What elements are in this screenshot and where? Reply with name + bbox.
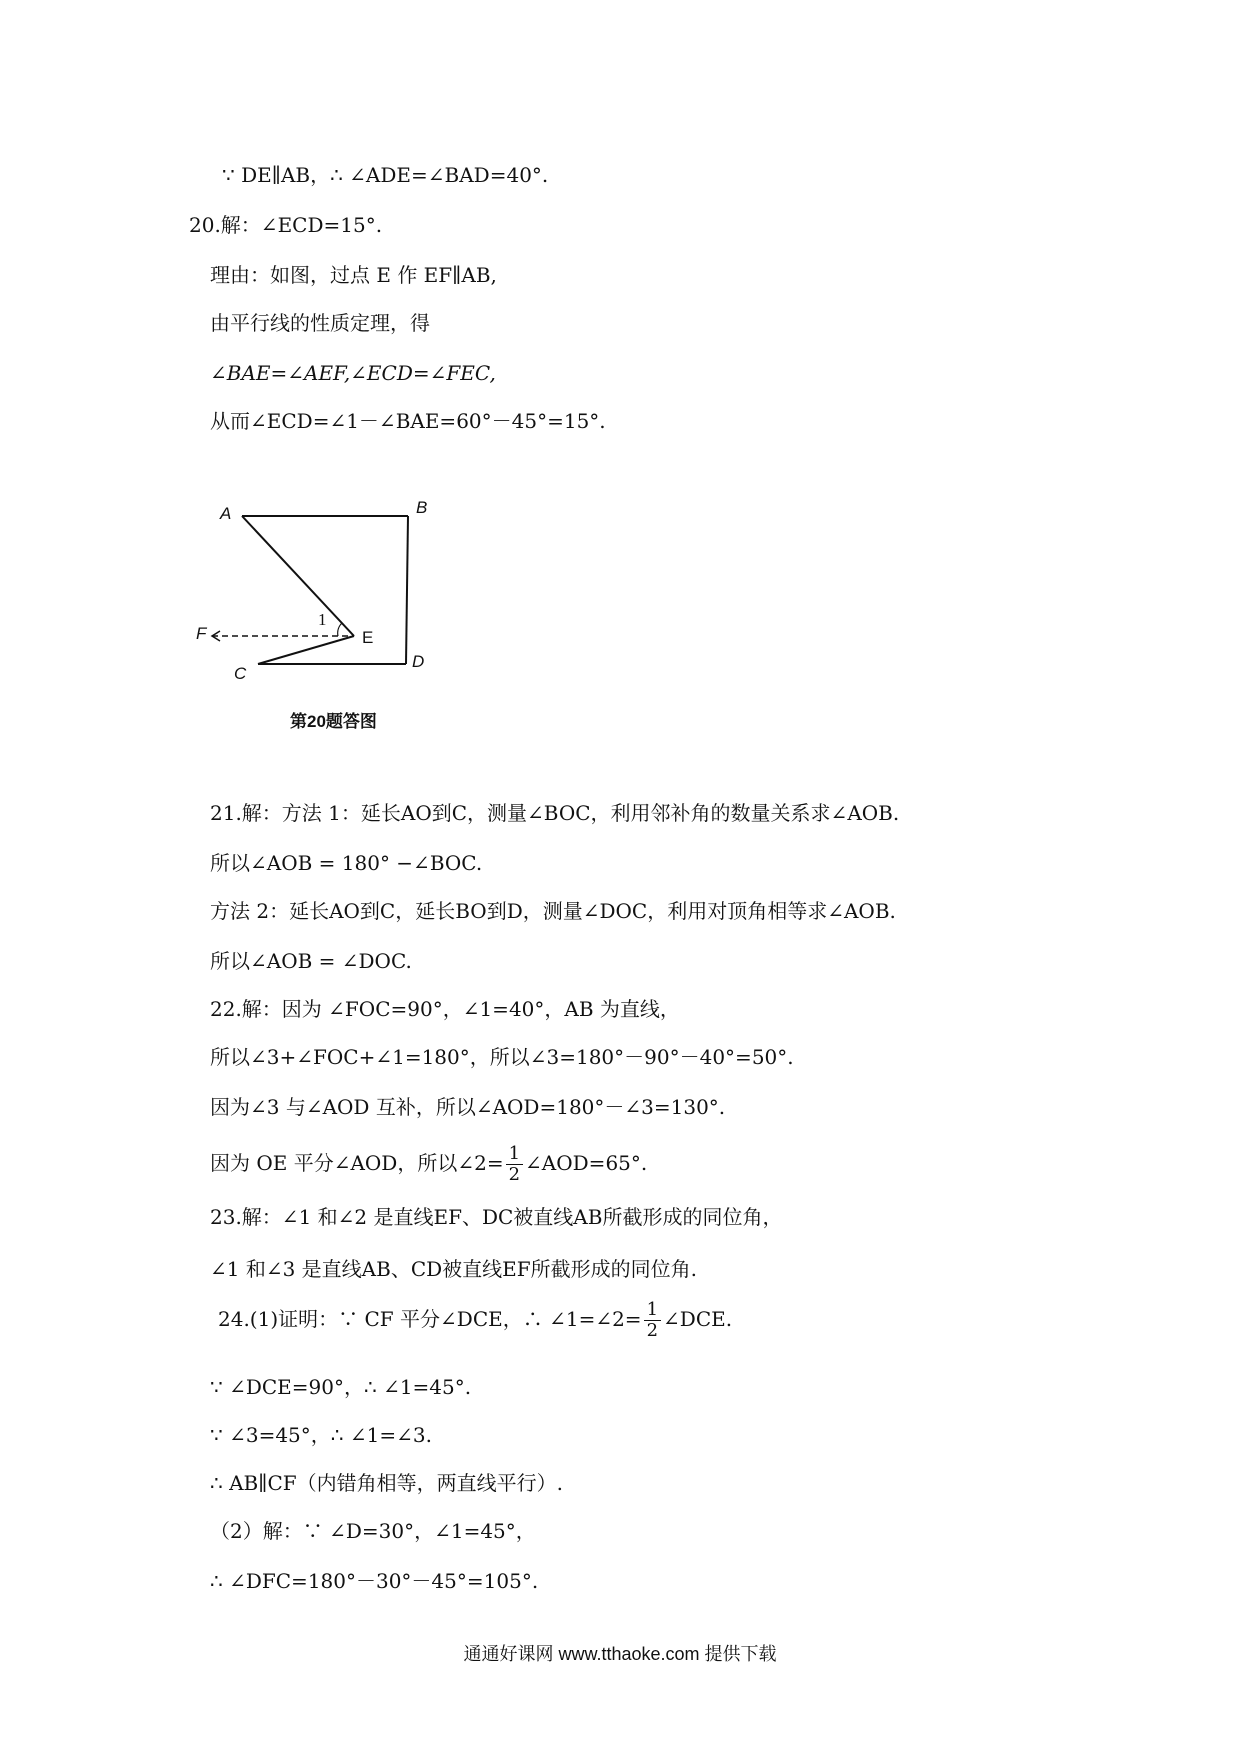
text-segment: 因为 OE 平分∠AOD，所以∠2=	[210, 1151, 504, 1175]
text-line: 所以∠AOB = 180° −∠BOC.	[210, 851, 483, 875]
text-line: 所以∠AOB = ∠DOC.	[210, 949, 412, 973]
figure-caption: 第20题答图	[290, 712, 377, 731]
question-21-heading: 21.解：方法 1：延长AO到C，测量∠BOC，利用邻补角的数量关系求∠AOB.	[210, 801, 900, 825]
angle-label-1: 1	[318, 610, 327, 629]
text-line: ∴ ∠DFC=180°－30°－45°=105°.	[210, 1569, 539, 1593]
text-segment: ∠DCE.	[663, 1307, 733, 1331]
fraction-denominator: 2	[646, 1320, 659, 1341]
text-line: ∵ ∠3=45°，∴ ∠1=∠3.	[210, 1423, 432, 1447]
fraction-denominator: 2	[508, 1164, 521, 1185]
question-20-heading: 20.解：∠ECD=15°.	[189, 213, 383, 237]
text-line: 理由：如图，过点 E 作 EF∥AB,	[210, 263, 497, 287]
text-line: ∴ AB∥CF（内错角相等，两直线平行）.	[210, 1471, 563, 1495]
question-22-heading: 22.解：因为 ∠FOC=90°，∠1=40°，AB 为直线，	[210, 997, 680, 1021]
fraction-numerator: 1	[506, 1144, 523, 1165]
point-label-b: B	[416, 498, 428, 517]
text-line-with-fraction	[210, 1144, 647, 1185]
point-label-e: E	[362, 628, 374, 647]
fraction-one-half	[506, 1144, 523, 1185]
question-24-heading	[218, 1300, 732, 1341]
page-footer: 通通好课网 www.tthaoke.com 提供下载	[463, 1644, 777, 1664]
point-label-a: A	[220, 504, 232, 523]
question-23-heading: 23.解：∠1 和∠2 是直线EF、DC被直线AB所截形成的同位角，	[210, 1205, 783, 1229]
text-line: 从而∠ECD=∠1－∠BAE=60°－45°=15°.	[210, 409, 606, 433]
fraction-numerator: 1	[644, 1300, 661, 1321]
text-line: 由平行线的性质定理，得	[210, 311, 430, 335]
fraction-one-half	[644, 1300, 661, 1341]
geometry-figure	[192, 496, 452, 683]
text-line: ∠BAE=∠AEF,∠ECD=∠FEC,	[210, 361, 496, 385]
text-line: ∵ ∠DCE=90°，∴ ∠1=45°.	[210, 1375, 472, 1399]
text-line: ∵ DE∥AB，∴ ∠ADE=∠BAD=40°.	[222, 163, 549, 187]
text-line: （2）解：∵ ∠D=30°，∠1=45°，	[210, 1519, 536, 1543]
text-segment: 24.(1)证明：∵ CF 平分∠DCE，∴ ∠1=∠2=	[218, 1307, 642, 1331]
text-line: ∠1 和∠3 是直线AB、CD被直线EF所截形成的同位角.	[210, 1257, 697, 1281]
text-line: 方法 2：延长AO到C，延长BO到D，测量∠DOC，利用对顶角相等求∠AOB.	[210, 899, 896, 923]
point-label-c: C	[234, 664, 247, 683]
text-line: 所以∠3+∠FOC+∠1=180°，所以∠3=180°－90°－40°=50°.	[210, 1045, 794, 1069]
text-segment: ∠AOD=65°.	[525, 1151, 648, 1175]
point-label-f: F	[196, 624, 207, 643]
point-label-d: D	[412, 652, 425, 671]
text-line: 因为∠3 与∠AOD 互补，所以∠AOD=180°－∠3=130°.	[210, 1095, 726, 1119]
